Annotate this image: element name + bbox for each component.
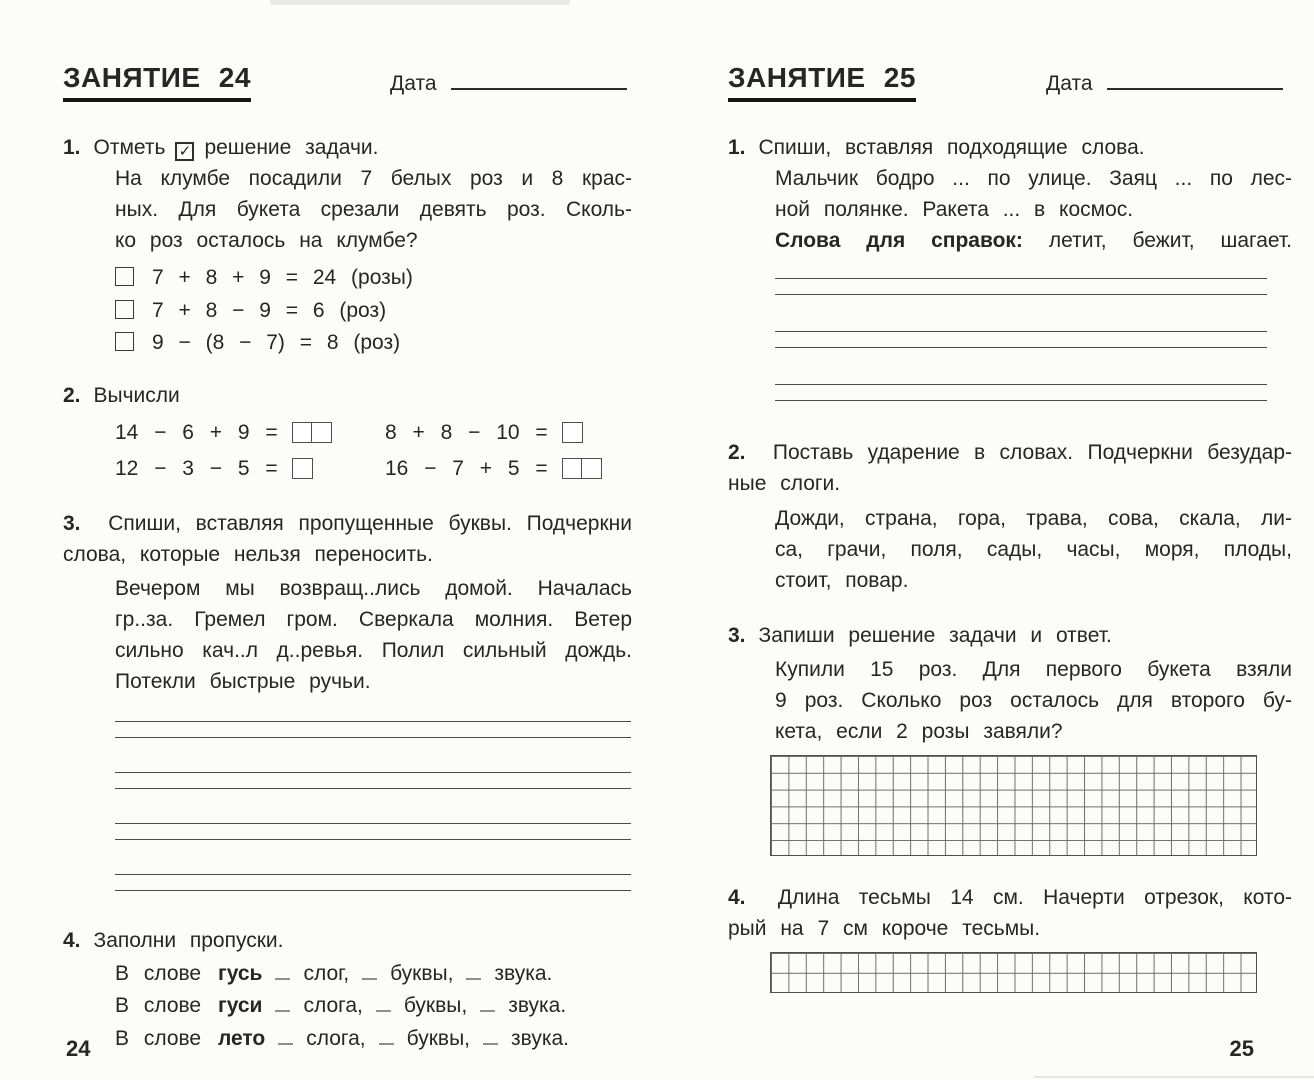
blank-line <box>362 965 377 980</box>
date-blank-line <box>1107 73 1283 90</box>
blank-line <box>480 997 495 1012</box>
answer-grid-small <box>770 952 1257 993</box>
row-text: звука. <box>511 1026 569 1050</box>
task-4-rows <box>63 958 632 1056</box>
writing-lines <box>775 278 1267 401</box>
answer-box-double <box>292 422 332 443</box>
blank-line <box>275 997 290 1012</box>
answer-grid-large <box>770 755 1257 856</box>
task-3-intro <box>728 620 1292 651</box>
equation-row <box>115 452 632 486</box>
row-text: слога, <box>306 1026 366 1050</box>
word-line: Дожди, страна, гора, трава, сова, скала, ли- <box>775 507 1292 530</box>
equation <box>115 416 385 450</box>
text-line: Потекли быстрые ручьи. <box>115 669 371 693</box>
answer-box-double <box>562 458 602 479</box>
task-3-intro-line-2: слова, которые нельзя переносить. <box>63 542 433 566</box>
problem-line: ных. Для букета срезали девять роз. Сколь- <box>115 198 632 221</box>
task-1 <box>63 132 632 360</box>
row-text: слог, <box>303 961 350 985</box>
task-number: 1. <box>63 136 81 159</box>
row-text: звука. <box>508 994 567 1017</box>
task-number: 3. <box>728 624 746 647</box>
row-prefix: В слове <box>115 961 202 985</box>
blank-line <box>278 1030 293 1045</box>
task-number: 2. <box>63 383 81 407</box>
problem-line: Купили 15 роз. Для первого букета взяли <box>775 658 1292 681</box>
option-row <box>115 262 632 295</box>
task-number: 4. <box>728 886 746 909</box>
row-text: звука. <box>494 961 553 985</box>
empty-checkbox-icon <box>115 300 134 319</box>
expression: 8 + 8 − 10 = <box>385 420 548 444</box>
writing-line-pair <box>775 278 1267 295</box>
row-prefix: В слове <box>115 994 202 1017</box>
task-4-title: Заполни пропуски. <box>93 928 284 952</box>
option-text: 7 + 8 − 9 = 6 (роз) <box>152 298 387 322</box>
task-1-intro-text-after: решение задачи. <box>204 136 379 159</box>
equation <box>385 452 632 486</box>
writing-line-pair <box>115 772 631 789</box>
answer-cell <box>581 458 602 479</box>
task-2-intro <box>63 380 632 411</box>
page-24-header <box>63 62 632 114</box>
task-2 <box>63 380 632 486</box>
answer-box-single <box>562 422 583 443</box>
task-3-title: Запиши решение задачи и ответ. <box>758 624 1112 647</box>
row-text: слога, <box>303 994 363 1017</box>
task-number: 4. <box>63 928 81 952</box>
task-1-problem-text <box>115 163 632 256</box>
date-block <box>1046 68 1283 99</box>
task-2 <box>728 437 1292 596</box>
task-4-intro-line-2: рый на 7 см короче тесьмы. <box>728 917 1041 940</box>
task-3 <box>63 508 632 891</box>
task-1-title: Спиши, вставляя подходящие слова. <box>758 136 1145 159</box>
writing-line-pair <box>115 721 631 738</box>
answer-cell <box>311 422 332 443</box>
answer-cell <box>562 458 583 479</box>
expression: 14 − 6 + 9 = <box>115 420 278 444</box>
row-prefix: В слове <box>115 1026 202 1050</box>
task-1 <box>728 132 1292 401</box>
option-row <box>115 327 632 360</box>
answer-box-single <box>292 458 313 479</box>
text-line: гр..за. Гремел гром. Сверкала молния. Ветер <box>115 607 632 631</box>
equation <box>385 416 632 450</box>
lesson-title: ЗАНЯТИЕ 24 <box>63 62 251 102</box>
blank-line <box>483 1030 498 1045</box>
task-2-words <box>775 503 1292 596</box>
page-number: 25 <box>1229 1036 1254 1061</box>
hint-line <box>775 225 1292 256</box>
task-4 <box>63 925 632 1056</box>
blank-line <box>379 1030 394 1045</box>
task-2-intro-line-2: ные слоги. <box>728 472 841 495</box>
page-number: 24 <box>66 1036 91 1061</box>
text-line: сильно кач..л д..ревья. Полил сильный дождь. <box>115 638 632 662</box>
writing-line-pair <box>775 384 1267 401</box>
checked-checkbox-icon: ✓ <box>175 142 194 161</box>
writing-lines <box>115 721 631 891</box>
task-4-intro <box>63 925 632 956</box>
expression: 12 − 3 − 5 = <box>115 456 278 480</box>
text-line: Вечером мы возвращ..лись домой. Началась <box>115 576 632 600</box>
equation <box>115 452 385 486</box>
blank-line <box>376 997 391 1012</box>
task-3 <box>728 620 1292 856</box>
empty-checkbox-icon <box>115 267 134 286</box>
target-word: гуси <box>217 994 263 1017</box>
task-number: 2. <box>728 441 746 464</box>
date-label: Дата <box>390 72 437 95</box>
writing-line-pair <box>775 331 1267 348</box>
task-4-intro-text: Длина тесьмы 14 см. Начерти отрезок, кото- <box>777 886 1292 909</box>
target-word: гусь <box>217 961 263 985</box>
task-3-text <box>115 573 632 697</box>
task-number: 3. <box>63 511 81 535</box>
task-2-intro <box>728 437 1292 468</box>
problem-line: На клумбе посадили 7 белых роз и 8 крас- <box>115 167 632 190</box>
empty-checkbox-icon <box>115 332 134 351</box>
writing-line-pair <box>115 823 631 840</box>
date-block <box>390 68 627 99</box>
task-3-problem-text <box>775 654 1292 747</box>
task-number: 1. <box>728 136 746 159</box>
task-1-text <box>775 163 1292 256</box>
task-2-equations <box>63 416 632 486</box>
page-25-header <box>728 62 1292 114</box>
writing-line-pair <box>115 874 631 891</box>
problem-line: 9 роз. Сколько роз осталось для второго бу- <box>775 689 1292 712</box>
task-4-intro <box>728 882 1292 913</box>
text-line: ной полянке. Ракета ... в космос. <box>775 198 1134 221</box>
fill-blank-row <box>115 958 632 991</box>
date-label: Дата <box>1046 72 1093 95</box>
task-2-intro-text: Поставь ударение в словах. Подчеркни безудар- <box>772 441 1292 464</box>
lesson-title: ЗАНЯТИЕ 25 <box>728 62 916 102</box>
row-text: буквы, <box>390 961 454 985</box>
equation-row <box>115 416 632 450</box>
date-blank-line <box>451 73 627 90</box>
problem-line: ко роз осталось на клумбе? <box>115 229 418 252</box>
task-1-intro <box>63 132 632 163</box>
task-3-intro <box>63 508 632 539</box>
fill-blank-row <box>115 1023 632 1056</box>
blank-line <box>275 965 290 980</box>
task-3-intro-text: Спиши, вставляя пропущенные буквы. Подчеркни <box>108 511 632 535</box>
problem-line: кета, если 2 розы завяли? <box>775 720 1063 743</box>
task-1-intro <box>728 132 1292 163</box>
option-text: 7 + 8 + 9 = 24 (розы) <box>152 266 413 289</box>
answer-cell <box>292 422 313 443</box>
target-word: лето <box>217 1026 266 1050</box>
task-4 <box>728 882 1292 993</box>
option-text: 9 − (8 − 7) = 8 (роз) <box>152 331 401 354</box>
option-row <box>115 295 632 328</box>
row-text: буквы, <box>403 994 468 1017</box>
expression: 16 − 7 + 5 = <box>385 456 548 480</box>
text-line: Мальчик бодро ... по улице. Заяц ... по лес- <box>775 167 1292 190</box>
page-25 <box>657 0 1314 1080</box>
word-line: стоит, повар. <box>775 569 909 592</box>
row-text: буквы, <box>406 1026 470 1050</box>
word-line: са, грачи, поля, сады, часы, моря, плоды, <box>775 538 1292 561</box>
task-1-options <box>63 262 632 360</box>
task-1-intro-text-before: Отметь <box>93 136 166 159</box>
hint-label: Слова для справок: <box>775 229 1023 252</box>
blank-line <box>466 965 481 980</box>
fill-blank-row <box>115 990 632 1023</box>
task-2-title: Вычисли <box>93 383 180 407</box>
hint-words: летит, бежит, шагает. <box>1048 229 1293 252</box>
